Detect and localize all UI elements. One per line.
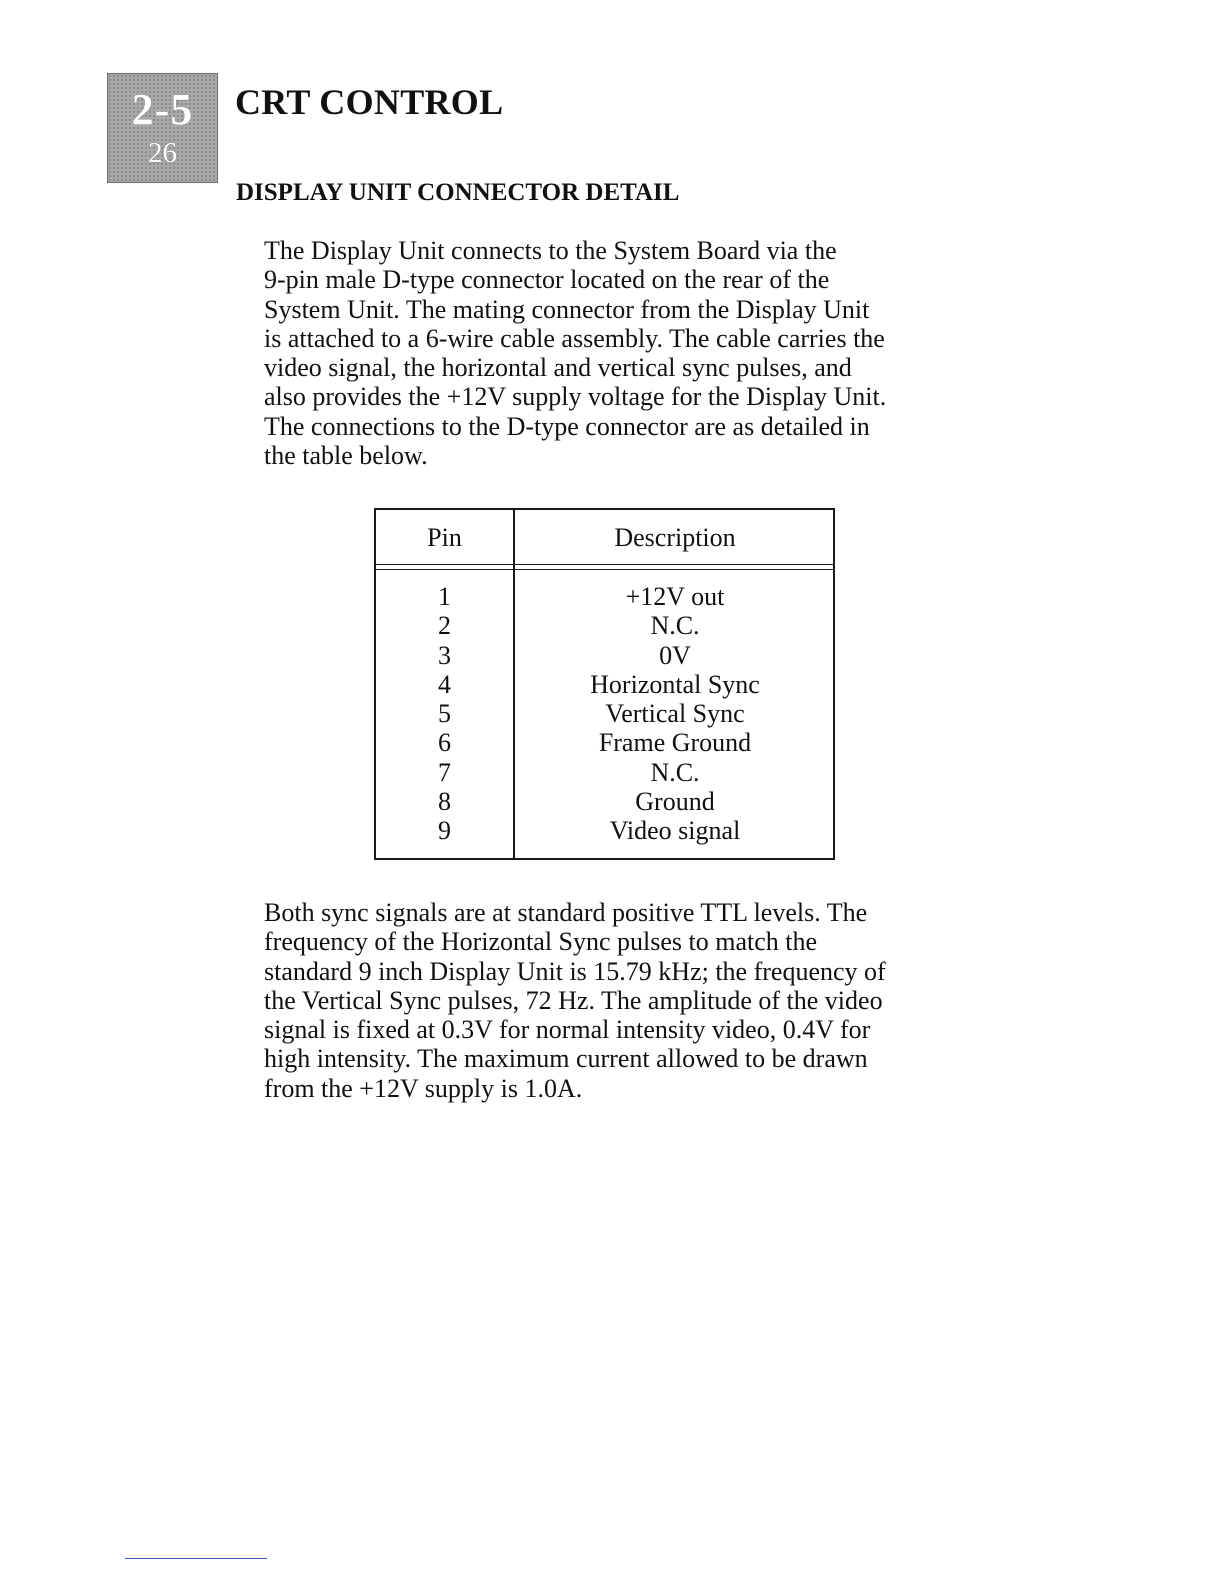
table-header-rule	[376, 564, 833, 570]
paragraph-line: The connections to the D-type connector are as detailed in	[264, 411, 870, 441]
intro-paragraph	[236, 236, 996, 470]
page-number: 26	[148, 137, 177, 169]
description-cell: +12V out	[625, 582, 725, 611]
section-number: 2-5	[131, 85, 194, 134]
paragraph-line: signal is fixed at 0.3V for normal intensity video, 0.4V for	[264, 1015, 871, 1045]
footer-rule	[125, 1558, 267, 1559]
pin-cell: 4	[438, 669, 451, 699]
paragraph-line: frequency of the Horizontal Sync pulses to match the	[264, 927, 818, 957]
paragraph-line: the table below.	[264, 441, 428, 471]
page-title: CRT CONTROL	[235, 82, 504, 122]
pin-cell: 2	[438, 611, 451, 641]
paragraph-line: from the +12V supply is 1.0A.	[264, 1073, 583, 1103]
description-cell: Vertical Sync	[605, 699, 745, 729]
pin-cell: 6	[438, 728, 451, 758]
paragraph-line: System Unit. The mating connector from the Display Unit	[264, 294, 870, 324]
pin-column	[376, 582, 513, 846]
description-cell: Video signal	[609, 816, 741, 846]
description-column	[515, 582, 835, 846]
pin-cell: 8	[438, 787, 451, 817]
column-header-pin: Pin	[427, 523, 462, 552]
paragraph-line: high intensity. The maximum current allowed to be drawn	[264, 1044, 868, 1074]
description-cell: Horizontal Sync	[590, 669, 760, 699]
paragraph-line: also provides the +12V supply voltage for the Display Unit.	[264, 382, 887, 412]
description-cell: N.C.	[650, 611, 700, 641]
paragraph-line: Both sync signals are at standard positive TTL levels. The	[264, 898, 868, 927]
paragraph-line: is attached to a 6-wire cable assembly. The cable carries the	[264, 323, 885, 353]
pin-cell: 7	[438, 757, 451, 787]
section-subheading: DISPLAY UNIT CONNECTOR DETAIL	[236, 179, 680, 206]
pin-cell: 9	[438, 816, 451, 846]
paragraph-line: video signal, the horizontal and vertical sync pulses, and	[264, 353, 852, 383]
description-cell: Ground	[635, 787, 715, 817]
pin-cell: 5	[438, 699, 451, 729]
paragraph-line: 9-pin male D-type connector located on the rear of the	[264, 265, 830, 295]
description-cell: Frame Ground	[598, 728, 752, 758]
pin-table	[374, 508, 835, 860]
section-tab	[107, 73, 218, 183]
sync-paragraph	[236, 898, 996, 1103]
description-cell: N.C.	[650, 757, 700, 787]
column-header-description: Description	[614, 523, 736, 552]
description-cell: 0V	[659, 640, 691, 670]
pin-cell: 3	[438, 640, 451, 670]
paragraph-line: the Vertical Sync pulses, 72 Hz. The amplitude of the video	[264, 985, 883, 1015]
paragraph-line: The Display Unit connects to the System Board via the	[264, 236, 837, 265]
paragraph-line: standard 9 inch Display Unit is 15.79 kHz; the frequency of	[264, 956, 886, 986]
pin-cell: 1	[438, 582, 451, 611]
